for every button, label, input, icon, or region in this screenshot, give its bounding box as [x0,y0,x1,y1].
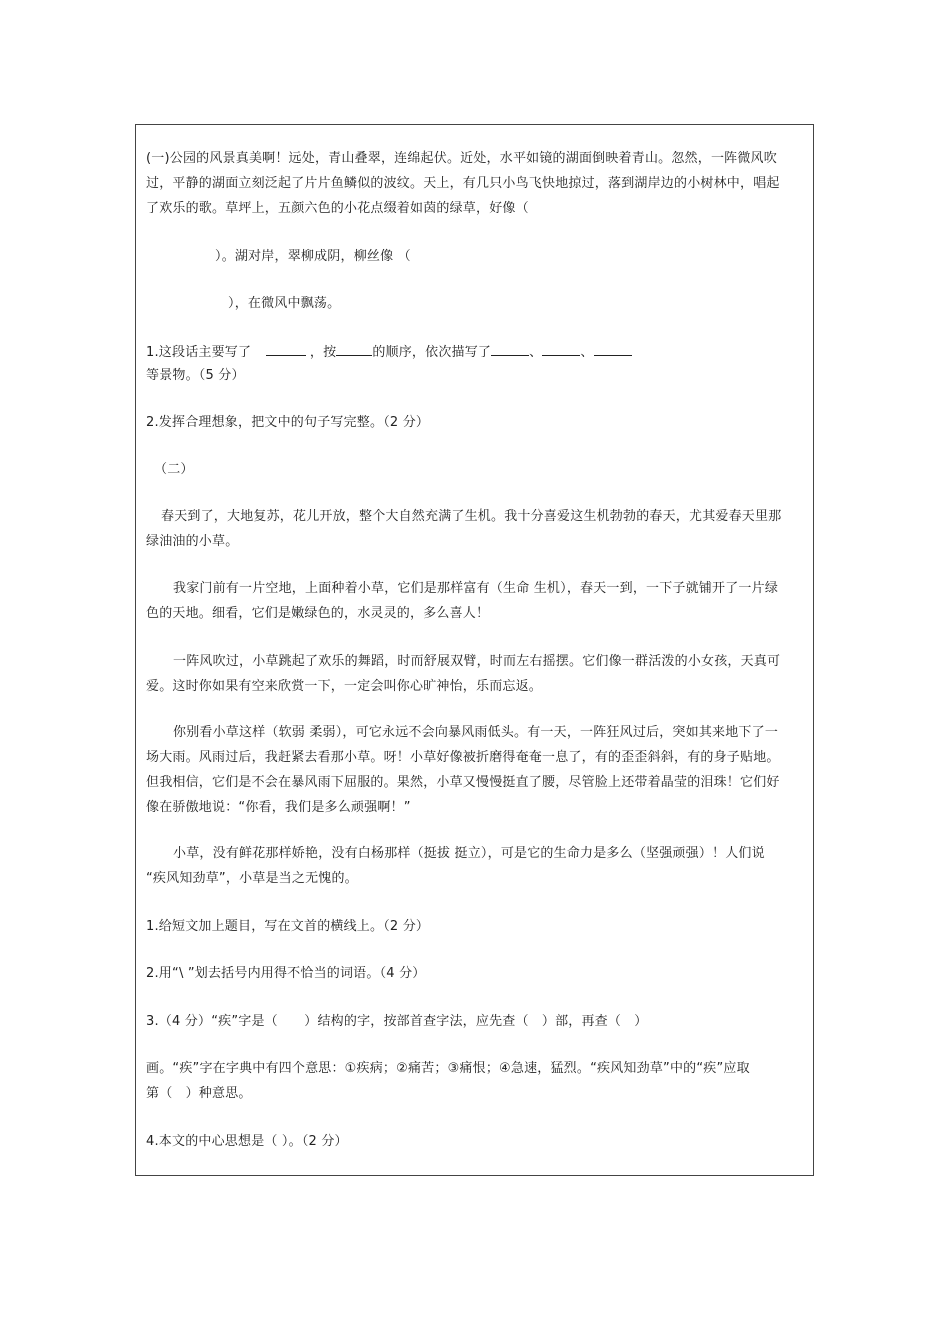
passage-2-para-2-line-1: 我家门前有一片空地，上面种着小草，它们是那样富有（生命 生机），春天一到，一下子就铺开了一片绿 [173,581,779,596]
passage-2-para-5-line-2: “疾风知劲草”，小草是当之无愧的。 [146,871,358,886]
passage-2-para-3-line-1: 一阵风吹过，小草跳起了欢乐的舞蹈，时而舒展双臂，时而左右摇摆。它们像一群活泼的小女孩，天真可 [173,654,781,669]
section-2-heading: （二） [154,462,194,477]
question-2-3-line-2: 画。“疾”字在字典中有四个意思：①疾病；②痛苦；③痛恨；④急速，猛烈。“疾风知劲草”中的“疾”应取 [146,1061,750,1076]
passage-2-para-4-line-1: 你别看小草这样（软弱 柔弱），可它永远不会向暴风雨低头。有一天，一阵狂风过后，突如其来地下了一 [173,725,779,740]
answer-blank[interactable] [542,343,580,356]
question-2-2: 2.用“\ ”划去括号内用得不恰当的词语。（4 分） [146,966,426,981]
answer-blank[interactable] [266,343,306,356]
passage-1-line-3: 了欢乐的歌。草坪上，五颜六色的小花点缀着如茵的绿草，好像（ [146,201,529,216]
q1-text-a: 1.这段话主要写了 [146,345,252,360]
passage-2-para-1-line-2: 绿油油的小草。 [146,534,239,549]
passage-2-para-3-line-2: 爱。这时你如果有空来欣赏一下，一定会叫你心旷神怡，乐而忘返。 [146,679,543,694]
answer-blank[interactable] [594,343,632,356]
question-1-2: 2.发挥合理想象，把文中的句子写完整。（2 分） [146,415,430,430]
passage-1-line-2: 过，平静的湖面立刻泛起了片片鱼鳞似的波纹。天上，有几只小鸟飞快地掠过，落到湖岸边的小树林中，唱起 [146,176,780,191]
question-2-1: 1.给短文加上题目，写在文首的横线上。（2 分） [146,919,430,934]
answer-blank[interactable] [336,343,372,356]
passage-2-para-2-line-2: 色的天地。细看，它们是嫩绿色的，水灵灵的，多么喜人！ [146,606,490,621]
passage-1-line-4: ）。湖对岸，翠柳成阴，柳丝像 （ [215,249,411,264]
question-2-4: 4.本文的中心思想是（ ）。（2 分） [146,1134,348,1149]
question-1-1-line-2: 等景物。（5 分） [146,368,245,383]
question-2-3-line-3: 第（ ）种意思。 [146,1086,252,1101]
passage-2-para-1-line-1: 春天到了，大地复苏，花儿开放，整个大自然充满了生机。我十分喜爱这生机勃勃的春天，尤其爱春天里那 [161,509,782,524]
question-1-1 [146,343,632,361]
passage-1-line-1: (一)公园的风景真美啊！远处，青山叠翠，连绵起伏。近处，水平如镜的湖面倒映着青山。忽然，一阵微风吹 [146,151,777,166]
passage-1-line-5: ），在微风中飘荡。 [228,296,341,311]
question-2-3-line-1: 3.（4 分）“疾”字是（ ）结构的字，按部首查字法，应先查（ ）部，再查（ ） [146,1014,648,1029]
passage-2-para-4-line-3: 但我相信，它们是不会在暴风雨下屈服的。果然，小草又慢慢挺直了腰，尽管脸上还带着晶莹的泪珠！它们好 [146,775,780,790]
passage-2-para-5-line-1: 小草，没有鲜花那样娇艳，没有白杨那样（挺拔 挺立），可是它的生命力是多么（坚强顽强）！人们说 [173,846,765,861]
q1-sep-1: 、 [529,345,543,360]
answer-blank[interactable] [491,343,529,356]
q1-sep-2: 、 [580,345,594,360]
q1-text-b: ，按 [309,345,337,360]
q1-text-c: 的顺序，依次描写了 [372,345,492,360]
passage-2-para-4-line-4: 像在骄傲地说：“你看，我们是多么顽强啊！” [146,800,411,815]
passage-2-para-4-line-2: 场大雨。风雨过后，我赶紧去看那小草。呀！小草好像被折磨得奄奄一息了，有的歪歪斜斜，有的身子贴地。 [146,750,780,765]
